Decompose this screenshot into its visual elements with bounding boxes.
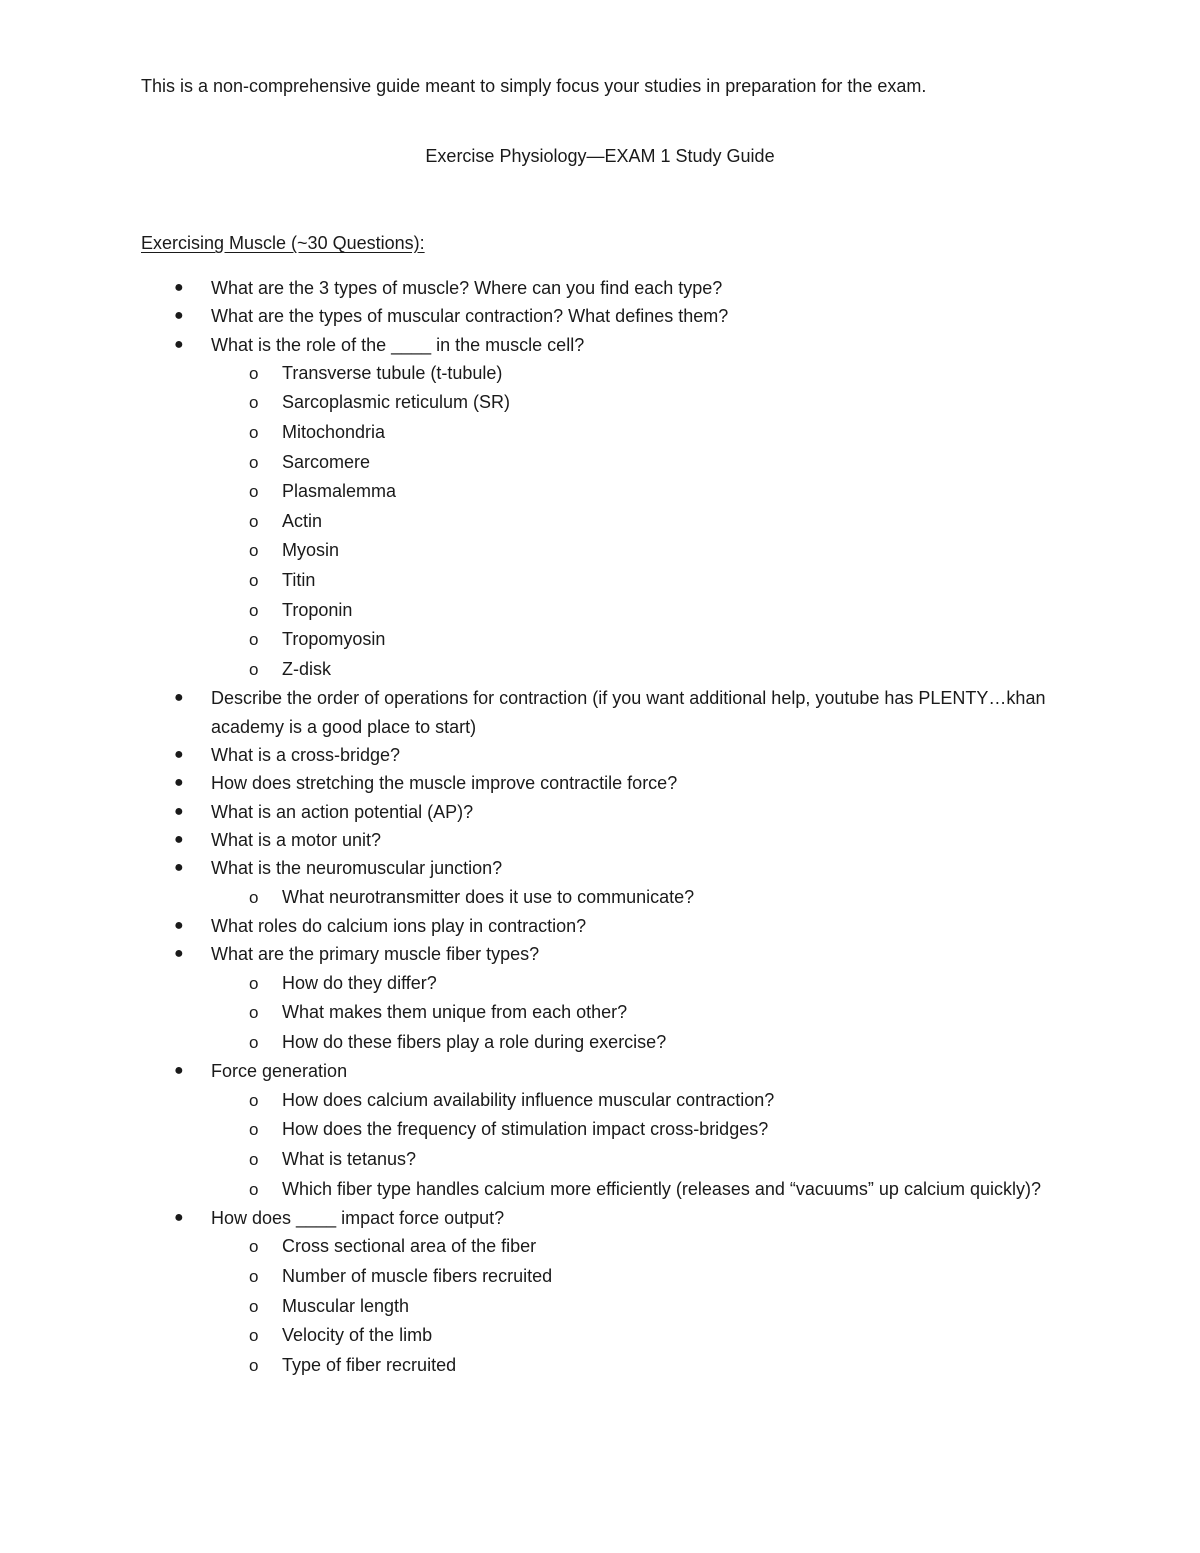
sub-item-text: Sarcoplasmic reticulum (SR) (282, 392, 511, 413)
circle-bullet-icon: o (249, 482, 259, 502)
list-item (0, 940, 1051, 1057)
sub-list-item (0, 1145, 1052, 1175)
circle-bullet-icon: o (249, 1296, 259, 1316)
question-text: What is the neuromuscular junction? (211, 858, 503, 879)
sub-item-text: Myosin (282, 540, 340, 561)
circle-bullet-icon: o (249, 423, 259, 443)
sub-list-item (0, 477, 1052, 507)
list-item (0, 854, 1051, 912)
sub-list-item (0, 1292, 1052, 1322)
sub-list-item (0, 448, 1052, 478)
list-item (0, 1204, 1051, 1380)
sub-item-text: Plasmalemma (282, 481, 397, 502)
question-text: What is a motor unit? (211, 829, 382, 850)
sub-item-text: Muscular length (282, 1295, 410, 1316)
circle-bullet-icon: o (249, 1179, 259, 1199)
sub-list (0, 1086, 1051, 1204)
sub-list-item (0, 1115, 1052, 1145)
circle-bullet-icon: o (249, 393, 259, 413)
sub-list-item (0, 359, 1052, 389)
sub-list-item (0, 1351, 1052, 1381)
sub-list-item (0, 1321, 1052, 1351)
sub-list-item (0, 536, 1052, 566)
bullet-icon: ● (174, 774, 184, 792)
sub-list-item (0, 883, 1052, 913)
sub-item-text: Type of fiber recruited (282, 1354, 457, 1375)
list-item (0, 331, 1051, 685)
sub-item-text: How do these fibers play a role during exercise? (282, 1031, 667, 1052)
sub-list (0, 359, 1051, 685)
question-text: How does stretching the muscle improve contractile force? (211, 773, 678, 794)
circle-bullet-icon: o (249, 1326, 259, 1346)
sub-list-item (0, 507, 1052, 537)
sub-list (0, 1232, 1051, 1380)
circle-bullet-icon: o (249, 659, 259, 679)
circle-bullet-icon: o (249, 887, 259, 907)
bullet-icon: ● (174, 307, 184, 325)
sub-list-item (0, 388, 1052, 418)
sub-list-item (0, 596, 1052, 626)
sub-list-item (0, 1262, 1052, 1292)
sub-item-text: What neurotransmitter does it use to communicate? (282, 886, 695, 907)
list-item (0, 684, 1051, 741)
sub-item-text: How does the frequency of stimulation impact cross-bridges? (282, 1119, 769, 1140)
circle-bullet-icon: o (249, 541, 259, 561)
sub-list-item (0, 1086, 1052, 1116)
sub-item-text: Actin (282, 510, 323, 531)
question-text: How does ____ impact force output? (211, 1208, 505, 1229)
sub-list-item (0, 1028, 1052, 1058)
circle-bullet-icon: o (249, 1120, 259, 1140)
sub-list (0, 969, 1051, 1058)
sub-list-item (0, 418, 1052, 448)
circle-bullet-icon: o (249, 1032, 259, 1052)
section-heading: Exercising Muscle (~30 Questions): (141, 233, 425, 253)
question-text: What is the role of the ____ in the muscle cell? (211, 334, 585, 355)
sub-list-item (0, 969, 1052, 999)
sub-item-text: Z-disk (282, 658, 331, 679)
sub-item-text: What makes them unique from each other? (282, 1002, 628, 1023)
sub-item-text: Tropomyosin (282, 629, 386, 650)
circle-bullet-icon: o (249, 363, 259, 383)
bullet-icon: ● (174, 1209, 184, 1227)
sub-list-item (0, 625, 1052, 655)
circle-bullet-icon: o (249, 630, 259, 650)
question-text: What are the primary muscle fiber types? (211, 944, 540, 965)
question-text: What are the 3 types of muscle? Where can you find each type? (211, 278, 723, 298)
sub-item-text: How does calcium availability influence muscular contraction? (282, 1089, 775, 1110)
sub-item-text: How do they differ? (282, 972, 437, 993)
sub-item-text: What is tetanus? (282, 1148, 417, 1169)
list-item (0, 912, 1051, 940)
question-text: Describe the order of operations for contraction (if you want additional help, youtube has PLENTY…khan academy is a good place to start) (211, 688, 1046, 737)
sub-list-item (0, 655, 1052, 685)
circle-bullet-icon: o (249, 1090, 259, 1110)
bullet-icon: ● (174, 1062, 184, 1080)
list-item (0, 798, 1051, 826)
sub-item-text: Sarcomere (282, 451, 371, 472)
sub-list-item (0, 566, 1052, 596)
sub-list-item (0, 998, 1052, 1028)
bullet-icon: ● (174, 830, 184, 848)
sub-item-text: Velocity of the limb (282, 1325, 433, 1346)
bullet-icon: ● (174, 335, 184, 353)
sub-item-text: Transverse tubule (t-tubule) (282, 362, 503, 383)
list-item (0, 769, 1051, 797)
list-item (0, 274, 1051, 302)
bullet-icon: ● (174, 802, 184, 820)
circle-bullet-icon: o (249, 452, 259, 472)
list-item (0, 302, 1051, 330)
question-list (0, 274, 1200, 1380)
question-text: Force generation (211, 1061, 348, 1082)
circle-bullet-icon: o (249, 973, 259, 993)
circle-bullet-icon: o (249, 1003, 259, 1023)
question-text: What is an action potential (AP)? (211, 801, 474, 822)
bullet-icon: ● (174, 859, 184, 877)
sub-item-text: Troponin (282, 599, 353, 620)
list-item (0, 826, 1051, 854)
circle-bullet-icon: o (249, 511, 259, 531)
sub-list (0, 883, 1051, 913)
sub-item-text: Mitochondria (282, 422, 386, 443)
intro-text: This is a non-comprehensive guide meant to simply focus your studies in preparation for the exam. (141, 76, 927, 96)
sub-item-text: Titin (282, 570, 316, 591)
sub-list-item (0, 1175, 1052, 1205)
sub-list-item (0, 1232, 1052, 1262)
circle-bullet-icon: o (249, 1267, 259, 1287)
question-text: What are the types of muscular contraction? What defines them? (211, 306, 729, 327)
sub-item-text: Cross sectional area of the fiber (282, 1236, 537, 1257)
circle-bullet-icon: o (249, 1149, 259, 1169)
bullet-icon: ● (174, 689, 184, 707)
circle-bullet-icon: o (249, 1355, 259, 1375)
list-item (0, 741, 1051, 769)
question-text: What roles do calcium ions play in contraction? (211, 916, 587, 937)
sub-item-text: Which fiber type handles calcium more efficiently (releases and “vacuums” up calcium quickly)? (282, 1178, 1041, 1199)
bullet-icon: ● (174, 279, 184, 296)
bullet-icon: ● (174, 945, 184, 963)
sub-item-text: Number of muscle fibers recruited (282, 1266, 553, 1287)
list-item (0, 1057, 1051, 1204)
page-title: Exercise Physiology—EXAM 1 Study Guide (425, 146, 775, 166)
circle-bullet-icon: o (249, 600, 259, 620)
question-text: What is a cross-bridge? (211, 745, 401, 766)
circle-bullet-icon: o (249, 1237, 259, 1257)
bullet-icon: ● (174, 917, 184, 935)
bullet-icon: ● (174, 746, 184, 764)
circle-bullet-icon: o (249, 571, 259, 591)
